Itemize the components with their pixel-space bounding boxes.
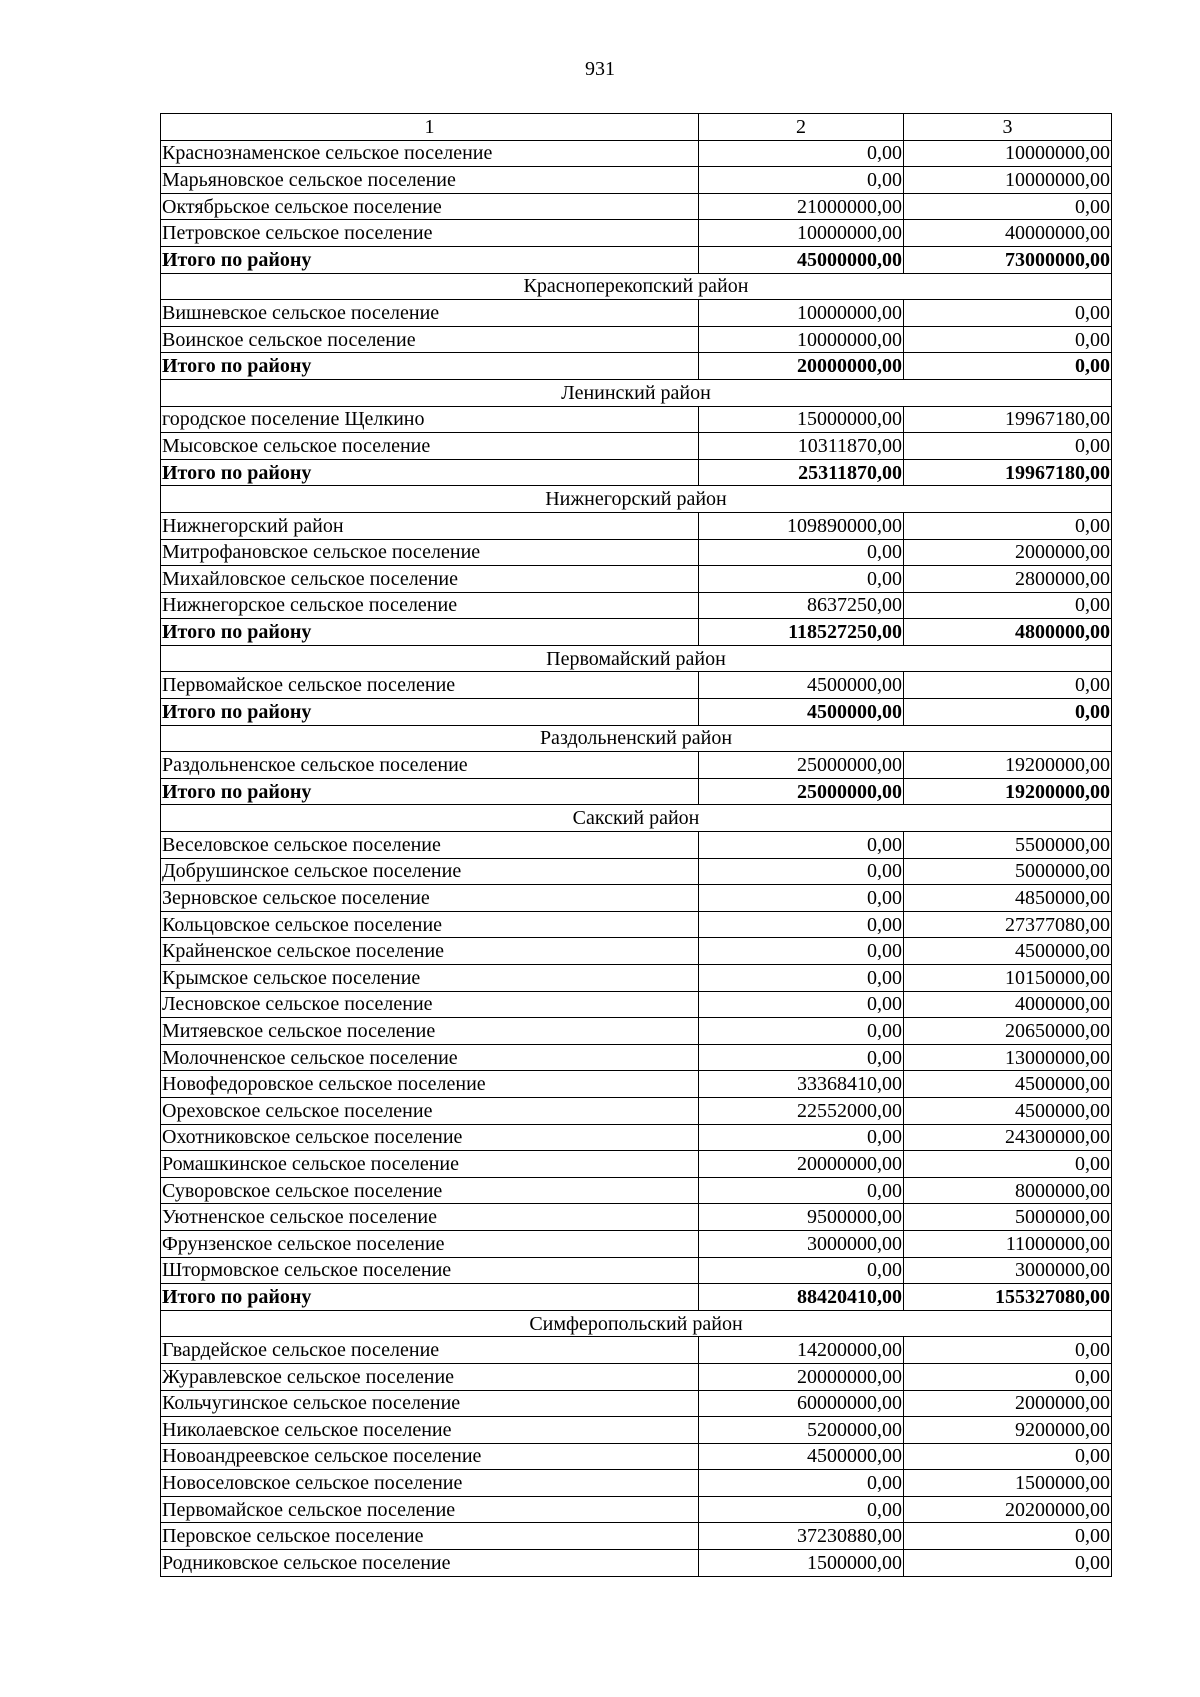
table-row [161, 1337, 1112, 1364]
table-row [161, 1363, 1112, 1390]
table-row [161, 911, 1112, 938]
settlement-name: Веселовское сельское поселение [161, 832, 699, 859]
amount-column-2: 0,00 [699, 858, 904, 885]
table-row [161, 193, 1112, 220]
settlement-name: Николаевское сельское поселение [161, 1417, 699, 1444]
table-row [161, 326, 1112, 353]
amount-column-3: 40000000,00 [904, 220, 1112, 247]
funding-table [160, 113, 1112, 1577]
amount-column-3: 20650000,00 [904, 1018, 1112, 1045]
table-row [161, 752, 1112, 779]
amount-column-3: 5000000,00 [904, 1204, 1112, 1231]
district-name: Сакский район [161, 805, 1112, 832]
amount-column-2: 10311870,00 [699, 433, 904, 460]
settlement-name: Крайненское сельское поселение [161, 938, 699, 965]
amount-column-2: 5200000,00 [699, 1417, 904, 1444]
amount-column-2: 0,00 [699, 1257, 904, 1284]
amount-column-2: 3000000,00 [699, 1230, 904, 1257]
column-header-1: 1 [161, 114, 699, 141]
table-header-row [161, 114, 1112, 141]
settlement-name: Марьяновское сельское поселение [161, 167, 699, 194]
table-row [161, 1097, 1112, 1124]
amount-column-2: 20000000,00 [699, 1151, 904, 1178]
amount-column-3: 11000000,00 [904, 1230, 1112, 1257]
amount-column-2: 20000000,00 [699, 353, 904, 380]
settlement-name: Краснознаменское сельское поселение [161, 140, 699, 167]
settlement-name: Итого по району [161, 619, 699, 646]
page-number: 931 [585, 58, 615, 80]
amount-column-2: 0,00 [699, 1177, 904, 1204]
table-row [161, 832, 1112, 859]
amount-column-3: 27377080,00 [904, 911, 1112, 938]
amount-column-3: 3000000,00 [904, 1257, 1112, 1284]
settlement-name: Зерновское сельское поселение [161, 885, 699, 912]
table-row [161, 991, 1112, 1018]
amount-column-2: 0,00 [699, 965, 904, 992]
amount-column-3: 13000000,00 [904, 1044, 1112, 1071]
settlement-name: Первомайское сельское поселение [161, 672, 699, 699]
amount-column-2: 4500000,00 [699, 1443, 904, 1470]
settlement-name: Молочненское сельское поселение [161, 1044, 699, 1071]
amount-column-3: 2000000,00 [904, 539, 1112, 566]
settlement-name: Перовское сельское поселение [161, 1523, 699, 1550]
amount-column-2: 1500000,00 [699, 1550, 904, 1577]
amount-column-2: 0,00 [699, 991, 904, 1018]
table-row [161, 1071, 1112, 1098]
settlement-name: Мысовское сельское поселение [161, 433, 699, 460]
amount-column-2: 14200000,00 [699, 1337, 904, 1364]
settlement-name: Добрушинское сельское поселение [161, 858, 699, 885]
settlement-name: Штормовское сельское поселение [161, 1257, 699, 1284]
column-header-3: 3 [904, 114, 1112, 141]
amount-column-2: 118527250,00 [699, 619, 904, 646]
amount-column-2: 21000000,00 [699, 193, 904, 220]
table-row [161, 566, 1112, 593]
district-header-row [161, 1310, 1112, 1337]
amount-column-3: 0,00 [904, 1550, 1112, 1577]
district-total-row [161, 353, 1112, 380]
amount-column-2: 0,00 [699, 1018, 904, 1045]
table-row [161, 1443, 1112, 1470]
amount-column-3: 0,00 [904, 1523, 1112, 1550]
amount-column-3: 10000000,00 [904, 167, 1112, 194]
amount-column-2: 25000000,00 [699, 778, 904, 805]
amount-column-3: 5000000,00 [904, 858, 1112, 885]
table-row [161, 512, 1112, 539]
district-header-row [161, 486, 1112, 513]
amount-column-2: 4500000,00 [699, 672, 904, 699]
settlement-name: Журавлевское сельское поселение [161, 1363, 699, 1390]
settlement-name: Митрофановское сельское поселение [161, 539, 699, 566]
settlement-name: Гвардейское сельское поселение [161, 1337, 699, 1364]
amount-column-2: 0,00 [699, 1496, 904, 1523]
table-row [161, 592, 1112, 619]
amount-column-3: 0,00 [904, 193, 1112, 220]
table-row [161, 1230, 1112, 1257]
amount-column-3: 19967180,00 [904, 459, 1112, 486]
amount-column-3: 2800000,00 [904, 566, 1112, 593]
amount-column-2: 0,00 [699, 539, 904, 566]
table-row [161, 858, 1112, 885]
amount-column-3: 10150000,00 [904, 965, 1112, 992]
amount-column-2: 4500000,00 [699, 699, 904, 726]
settlement-name: Итого по району [161, 1284, 699, 1311]
amount-column-3: 0,00 [904, 1363, 1112, 1390]
district-name: Раздольненский район [161, 725, 1112, 752]
settlement-name: Итого по району [161, 459, 699, 486]
settlement-name: Петровское сельское поселение [161, 220, 699, 247]
amount-column-2: 22552000,00 [699, 1097, 904, 1124]
settlement-name: Первомайское сельское поселение [161, 1496, 699, 1523]
table-row [161, 300, 1112, 327]
settlement-name: Нижнегорский район [161, 512, 699, 539]
amount-column-2: 33368410,00 [699, 1071, 904, 1098]
amount-column-3: 0,00 [904, 1443, 1112, 1470]
table-row [161, 965, 1112, 992]
district-header-row [161, 725, 1112, 752]
district-header-row [161, 379, 1112, 406]
amount-column-2: 45000000,00 [699, 246, 904, 273]
district-total-row [161, 459, 1112, 486]
district-total-row [161, 1284, 1112, 1311]
amount-column-2: 0,00 [699, 911, 904, 938]
table-row [161, 433, 1112, 460]
amount-column-3: 4000000,00 [904, 991, 1112, 1018]
table-row [161, 1151, 1112, 1178]
amount-column-2: 0,00 [699, 938, 904, 965]
amount-column-3: 0,00 [904, 1151, 1112, 1178]
amount-column-2: 25311870,00 [699, 459, 904, 486]
settlement-name: Фрунзенское сельское поселение [161, 1230, 699, 1257]
amount-column-2: 0,00 [699, 885, 904, 912]
table-row [161, 1496, 1112, 1523]
amount-column-3: 1500000,00 [904, 1470, 1112, 1497]
amount-column-2: 60000000,00 [699, 1390, 904, 1417]
table-row [161, 1177, 1112, 1204]
settlement-name: Кольцовское сельское поселение [161, 911, 699, 938]
amount-column-3: 0,00 [904, 592, 1112, 619]
district-header-row [161, 273, 1112, 300]
settlement-name: Вишневское сельское поселение [161, 300, 699, 327]
district-name: Красноперекопский район [161, 273, 1112, 300]
amount-column-3: 0,00 [904, 1337, 1112, 1364]
amount-column-3: 19200000,00 [904, 752, 1112, 779]
settlement-name: Митяевское сельское поселение [161, 1018, 699, 1045]
table-row [161, 885, 1112, 912]
table-row [161, 1550, 1112, 1577]
table-row [161, 539, 1112, 566]
amount-column-3: 19200000,00 [904, 778, 1112, 805]
amount-column-3: 4500000,00 [904, 1071, 1112, 1098]
settlement-name: Нижнегорское сельское поселение [161, 592, 699, 619]
amount-column-2: 0,00 [699, 140, 904, 167]
settlement-name: Родниковское сельское поселение [161, 1550, 699, 1577]
district-header-row [161, 805, 1112, 832]
table-row [161, 938, 1112, 965]
settlement-name: Новоандреевское сельское поселение [161, 1443, 699, 1470]
settlement-name: Крымское сельское поселение [161, 965, 699, 992]
amount-column-2: 0,00 [699, 1124, 904, 1151]
amount-column-3: 9200000,00 [904, 1417, 1112, 1444]
amount-column-3: 4850000,00 [904, 885, 1112, 912]
amount-column-2: 8637250,00 [699, 592, 904, 619]
amount-column-2: 10000000,00 [699, 300, 904, 327]
amount-column-3: 0,00 [904, 433, 1112, 460]
amount-column-3: 155327080,00 [904, 1284, 1112, 1311]
table-row [161, 672, 1112, 699]
district-total-row [161, 246, 1112, 273]
district-total-row [161, 778, 1112, 805]
amount-column-2: 0,00 [699, 167, 904, 194]
amount-column-2: 0,00 [699, 1470, 904, 1497]
amount-column-3: 0,00 [904, 326, 1112, 353]
settlement-name: Кольчугинское сельское поселение [161, 1390, 699, 1417]
amount-column-2: 37230880,00 [699, 1523, 904, 1550]
table-body [161, 140, 1112, 1576]
settlement-name: Итого по району [161, 699, 699, 726]
amount-column-2: 0,00 [699, 566, 904, 593]
amount-column-3: 0,00 [904, 512, 1112, 539]
amount-column-3: 4800000,00 [904, 619, 1112, 646]
settlement-name: Итого по району [161, 778, 699, 805]
amount-column-3: 0,00 [904, 699, 1112, 726]
settlement-name: Итого по району [161, 353, 699, 380]
settlement-name: Новофедоровское сельское поселение [161, 1071, 699, 1098]
district-name: Первомайский район [161, 645, 1112, 672]
amount-column-3: 2000000,00 [904, 1390, 1112, 1417]
table-row [161, 1470, 1112, 1497]
table-row [161, 1044, 1112, 1071]
settlement-name: Лесновское сельское поселение [161, 991, 699, 1018]
table-row [161, 1124, 1112, 1151]
district-header-row [161, 645, 1112, 672]
amount-column-2: 10000000,00 [699, 326, 904, 353]
table-row [161, 1204, 1112, 1231]
amount-column-3: 19967180,00 [904, 406, 1112, 433]
district-total-row [161, 699, 1112, 726]
table-row [161, 1018, 1112, 1045]
amount-column-2: 25000000,00 [699, 752, 904, 779]
amount-column-3: 0,00 [904, 353, 1112, 380]
settlement-name: Итого по району [161, 246, 699, 273]
amount-column-3: 20200000,00 [904, 1496, 1112, 1523]
amount-column-3: 0,00 [904, 300, 1112, 327]
settlement-name: Раздольненское сельское поселение [161, 752, 699, 779]
settlement-name: Суворовское сельское поселение [161, 1177, 699, 1204]
amount-column-3: 0,00 [904, 672, 1112, 699]
settlement-name: Уютненское сельское поселение [161, 1204, 699, 1231]
settlement-name: Октябрьское сельское поселение [161, 193, 699, 220]
settlement-name: городское поселение Щелкино [161, 406, 699, 433]
district-name: Нижнегорский район [161, 486, 1112, 513]
amount-column-2: 15000000,00 [699, 406, 904, 433]
table-row [161, 1417, 1112, 1444]
amount-column-3: 5500000,00 [904, 832, 1112, 859]
table-row [161, 1523, 1112, 1550]
column-header-2: 2 [699, 114, 904, 141]
table-row [161, 1390, 1112, 1417]
settlement-name: Ромашкинское сельское поселение [161, 1151, 699, 1178]
table-row [161, 140, 1112, 167]
table-row [161, 1257, 1112, 1284]
settlement-name: Охотниковское сельское поселение [161, 1124, 699, 1151]
amount-column-2: 109890000,00 [699, 512, 904, 539]
table-row [161, 406, 1112, 433]
amount-column-3: 4500000,00 [904, 938, 1112, 965]
amount-column-2: 0,00 [699, 832, 904, 859]
amount-column-2: 9500000,00 [699, 1204, 904, 1231]
settlement-name: Новоселовское сельское поселение [161, 1470, 699, 1497]
settlement-name: Воинское сельское поселение [161, 326, 699, 353]
amount-column-3: 8000000,00 [904, 1177, 1112, 1204]
amount-column-2: 0,00 [699, 1044, 904, 1071]
amount-column-3: 73000000,00 [904, 246, 1112, 273]
amount-column-3: 24300000,00 [904, 1124, 1112, 1151]
amount-column-3: 10000000,00 [904, 140, 1112, 167]
district-name: Симферопольский район [161, 1310, 1112, 1337]
amount-column-3: 4500000,00 [904, 1097, 1112, 1124]
amount-column-2: 10000000,00 [699, 220, 904, 247]
settlement-name: Михайловское сельское поселение [161, 566, 699, 593]
settlement-name: Ореховское сельское поселение [161, 1097, 699, 1124]
district-name: Ленинский район [161, 379, 1112, 406]
table-row [161, 167, 1112, 194]
district-total-row [161, 619, 1112, 646]
amount-column-2: 20000000,00 [699, 1363, 904, 1390]
amount-column-2: 88420410,00 [699, 1284, 904, 1311]
table-row [161, 220, 1112, 247]
